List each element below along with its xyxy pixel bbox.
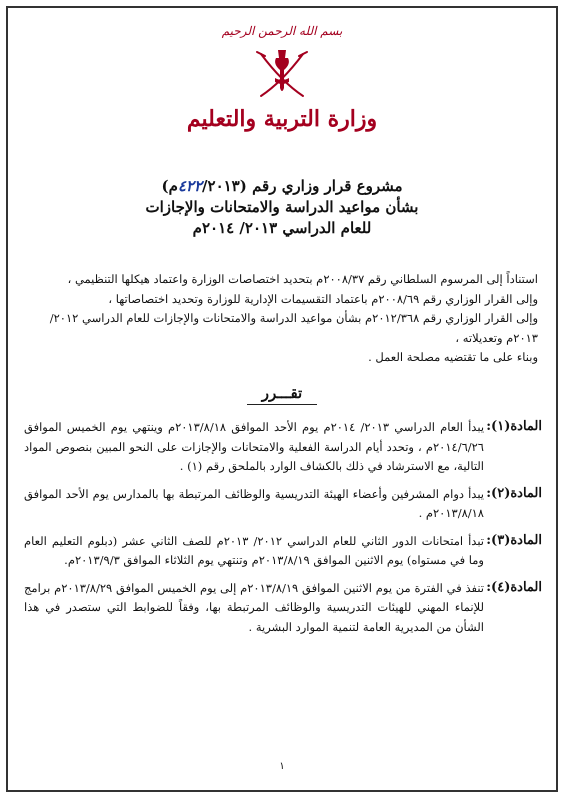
- article-3: [24, 532, 542, 571]
- articles-list: [24, 418, 542, 645]
- decides-label: تقـــرر: [261, 384, 303, 402]
- preamble: [24, 270, 538, 368]
- decides-underline: [247, 404, 317, 405]
- article-text: يبدأ دوام المشرفين وأعضاء الهيئة التدريسية والوظائف المرتبطة بها بالمدارس يوم الأحد الموافق ٢٠١٣/٨/١٨م .: [24, 486, 484, 520]
- letterhead: [8, 24, 556, 132]
- preamble-line: وإلى القرار الوزاري رقم ٢٠١٢/٣٦٨م بشأن مواعيد الدراسة والامتحانات والإجازات للعام الدراسي ٢٠١٢/ ٢٠١٣م وتعديلاته ،: [49, 311, 538, 345]
- article-text: تنفذ في الفترة من يوم الاثنين الموافق ٢٠١٣/٨/١٩م إلى يوم الخميس الموافق ٢٠١٣/٨/٢٩م برامج للإنماء المهني للهيئات التدريسية والوظائف المرتبطة بها، وفقاً للضوابط التي ستصدر في هذا الشأن من المديرية العامة لتنمية الموارد البشرية .: [24, 580, 484, 634]
- article-text: تبدأ امتحانات الدور الثاني للعام الدراسي ٢٠١٢/ ٢٠١٣م للصف الثاني عشر (دبلوم التعليم العام وما في مستواه) يوم الاثنين الموافق ٢٠١٣/٨/١٩م وتنتهي يوم الثلاثاء الموافق ٢٠١٣/٩/٣م.: [24, 533, 484, 567]
- article-1: [24, 418, 542, 477]
- article-4: [24, 579, 542, 638]
- preamble-line: وبناء على ما تقتضيه مصلحة العمل .: [368, 350, 538, 364]
- decree-number-handwritten: ٤٢٢: [177, 177, 203, 195]
- decree-number-prefix: مشروع قرار وزاري رقم (: [239, 177, 403, 195]
- decree-title: [8, 176, 556, 239]
- decree-academic-year: للعام الدراسي ٢٠١٣/ ٢٠١٤م: [192, 219, 372, 237]
- document-page: [6, 6, 558, 792]
- oman-national-emblem-icon: [251, 42, 313, 104]
- article-label: المادة(٢):: [486, 485, 542, 501]
- preamble-line: وإلى القرار الوزاري رقم ٢٠٠٨/٦٩م باعتماد التقسيمات الإدارية للوزارة وتحديد اختصاصاتها ،: [108, 291, 538, 306]
- article-label: المادة(٤):: [486, 579, 542, 595]
- ministry-name: وزارة التربية والتعليم: [186, 106, 378, 132]
- decree-subject: بشأن مواعيد الدراسة والامتحانات والإجازات: [145, 198, 419, 216]
- page-number: ١: [279, 761, 285, 772]
- article-label: المادة(١):: [486, 419, 542, 434]
- basmala: بسم الله الرحمن الرحيم: [221, 24, 343, 38]
- decree-number-line: [8, 176, 556, 197]
- article-text: يبدأ العام الدراسي ٢٠١٣/ ٢٠١٤م يوم الأحد الموافق ٢٠١٣/٨/١٨م وينتهي يوم الخميس الموافق ٢٠١٤/٦/٢٦م ، وتحدد أيام الدراسة الفعلية والامتحانات والإجازات على النحو المبين بنصوص المواد التالية، مع الاسترشاد في ذلك بالكشاف الوارد بالملحق رقم (١) .: [24, 420, 485, 473]
- preamble-line: استناداً إلى المرسوم السلطاني رقم ٢٠٠٨/٣٧م بتحديد اختصاصات الوزارة واعتماد هيكلها التنظيمي ،: [67, 272, 538, 286]
- decides-heading: [8, 384, 556, 405]
- decree-number-suffix: /٢٠١٣م): [161, 177, 240, 195]
- article-2: [24, 485, 542, 524]
- article-label: المادة(٣):: [486, 532, 542, 548]
